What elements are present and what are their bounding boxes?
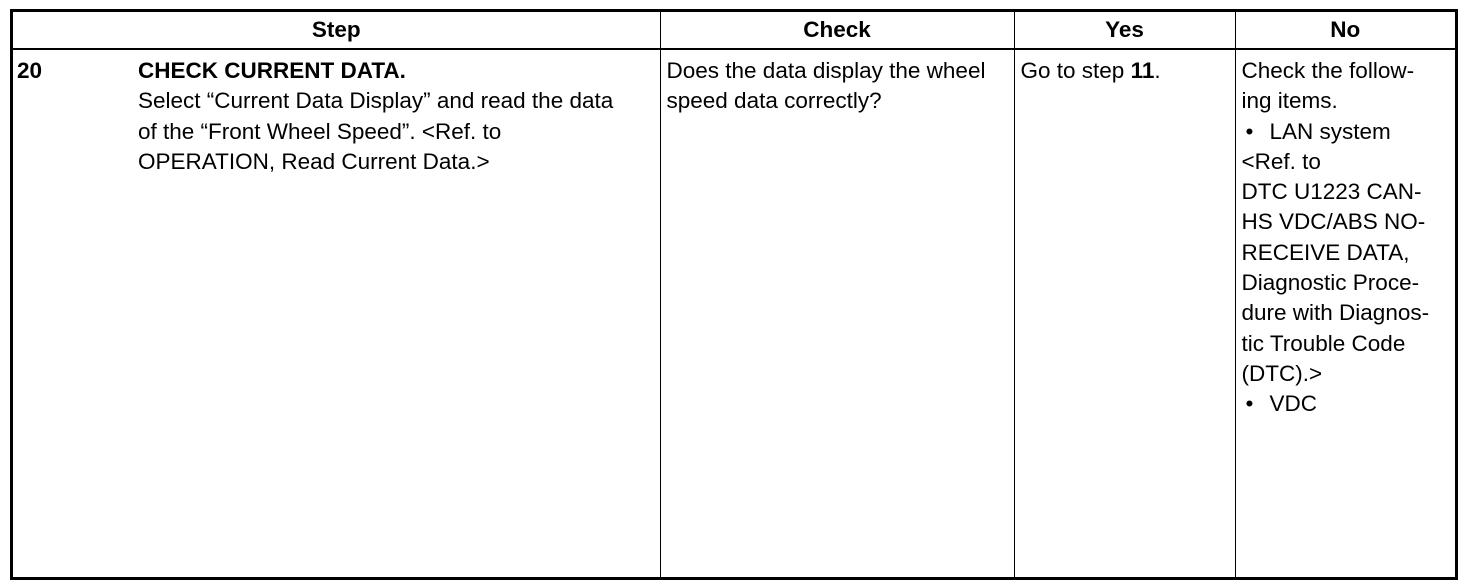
yes-step-link: 11 (1130, 58, 1155, 83)
no-ref-line: dure with Diagnos- (1241, 300, 1430, 326)
no-ref-line: DTC U1223 CAN- (1241, 179, 1422, 205)
table-row (13, 49, 1455, 577)
step-body (138, 56, 652, 177)
no-ref-line: HS VDC/ABS NO- (1241, 209, 1426, 235)
no-cell (1235, 49, 1455, 577)
no-line: Check the follow- (1241, 58, 1415, 83)
header-yes: Yes (1014, 12, 1235, 49)
no-ref-line: Diagnostic Proce- (1241, 270, 1420, 296)
no-bullet-item (1242, 389, 1450, 419)
step-number: 20 (17, 58, 43, 83)
diagnostic-table-frame (10, 9, 1458, 580)
diagnostic-table (13, 12, 1455, 577)
bullet-icon: • (1245, 118, 1254, 144)
no-bullet-item (1242, 117, 1450, 147)
yes-cell (1014, 49, 1235, 577)
step-line: of the “Front Wheel Speed”. <Ref. to (138, 118, 502, 144)
check-cell (660, 49, 1014, 577)
no-line: ing items. (1241, 88, 1338, 114)
no-bullet-text: LAN system (1269, 118, 1391, 144)
yes-suffix: . (1154, 58, 1161, 83)
no-ref-line: RECEIVE DATA, (1241, 239, 1410, 265)
step-line: Select “Current Data Display” and read the data (138, 88, 614, 114)
bullet-icon: • (1245, 391, 1254, 417)
table-header-row (13, 12, 1455, 49)
no-ref-line: tic Trouble Code (1241, 330, 1406, 356)
yes-text (1021, 58, 1161, 83)
no-bullet-text: VDC (1269, 391, 1318, 417)
no-ref-line: <Ref. to (1241, 148, 1321, 174)
check-line: speed data correctly? (666, 88, 882, 114)
yes-prefix: Go to step (1020, 58, 1131, 83)
step-title: CHECK CURRENT DATA. (138, 58, 406, 83)
check-line: Does the data display the wheel (666, 58, 986, 83)
header-check: Check (660, 12, 1014, 49)
no-ref-line: (DTC).> (1241, 360, 1323, 386)
step-line: OPERATION, Read Current Data.> (138, 148, 490, 174)
header-no: No (1235, 12, 1455, 49)
step-cell (13, 49, 660, 577)
header-step: Step (13, 12, 660, 49)
